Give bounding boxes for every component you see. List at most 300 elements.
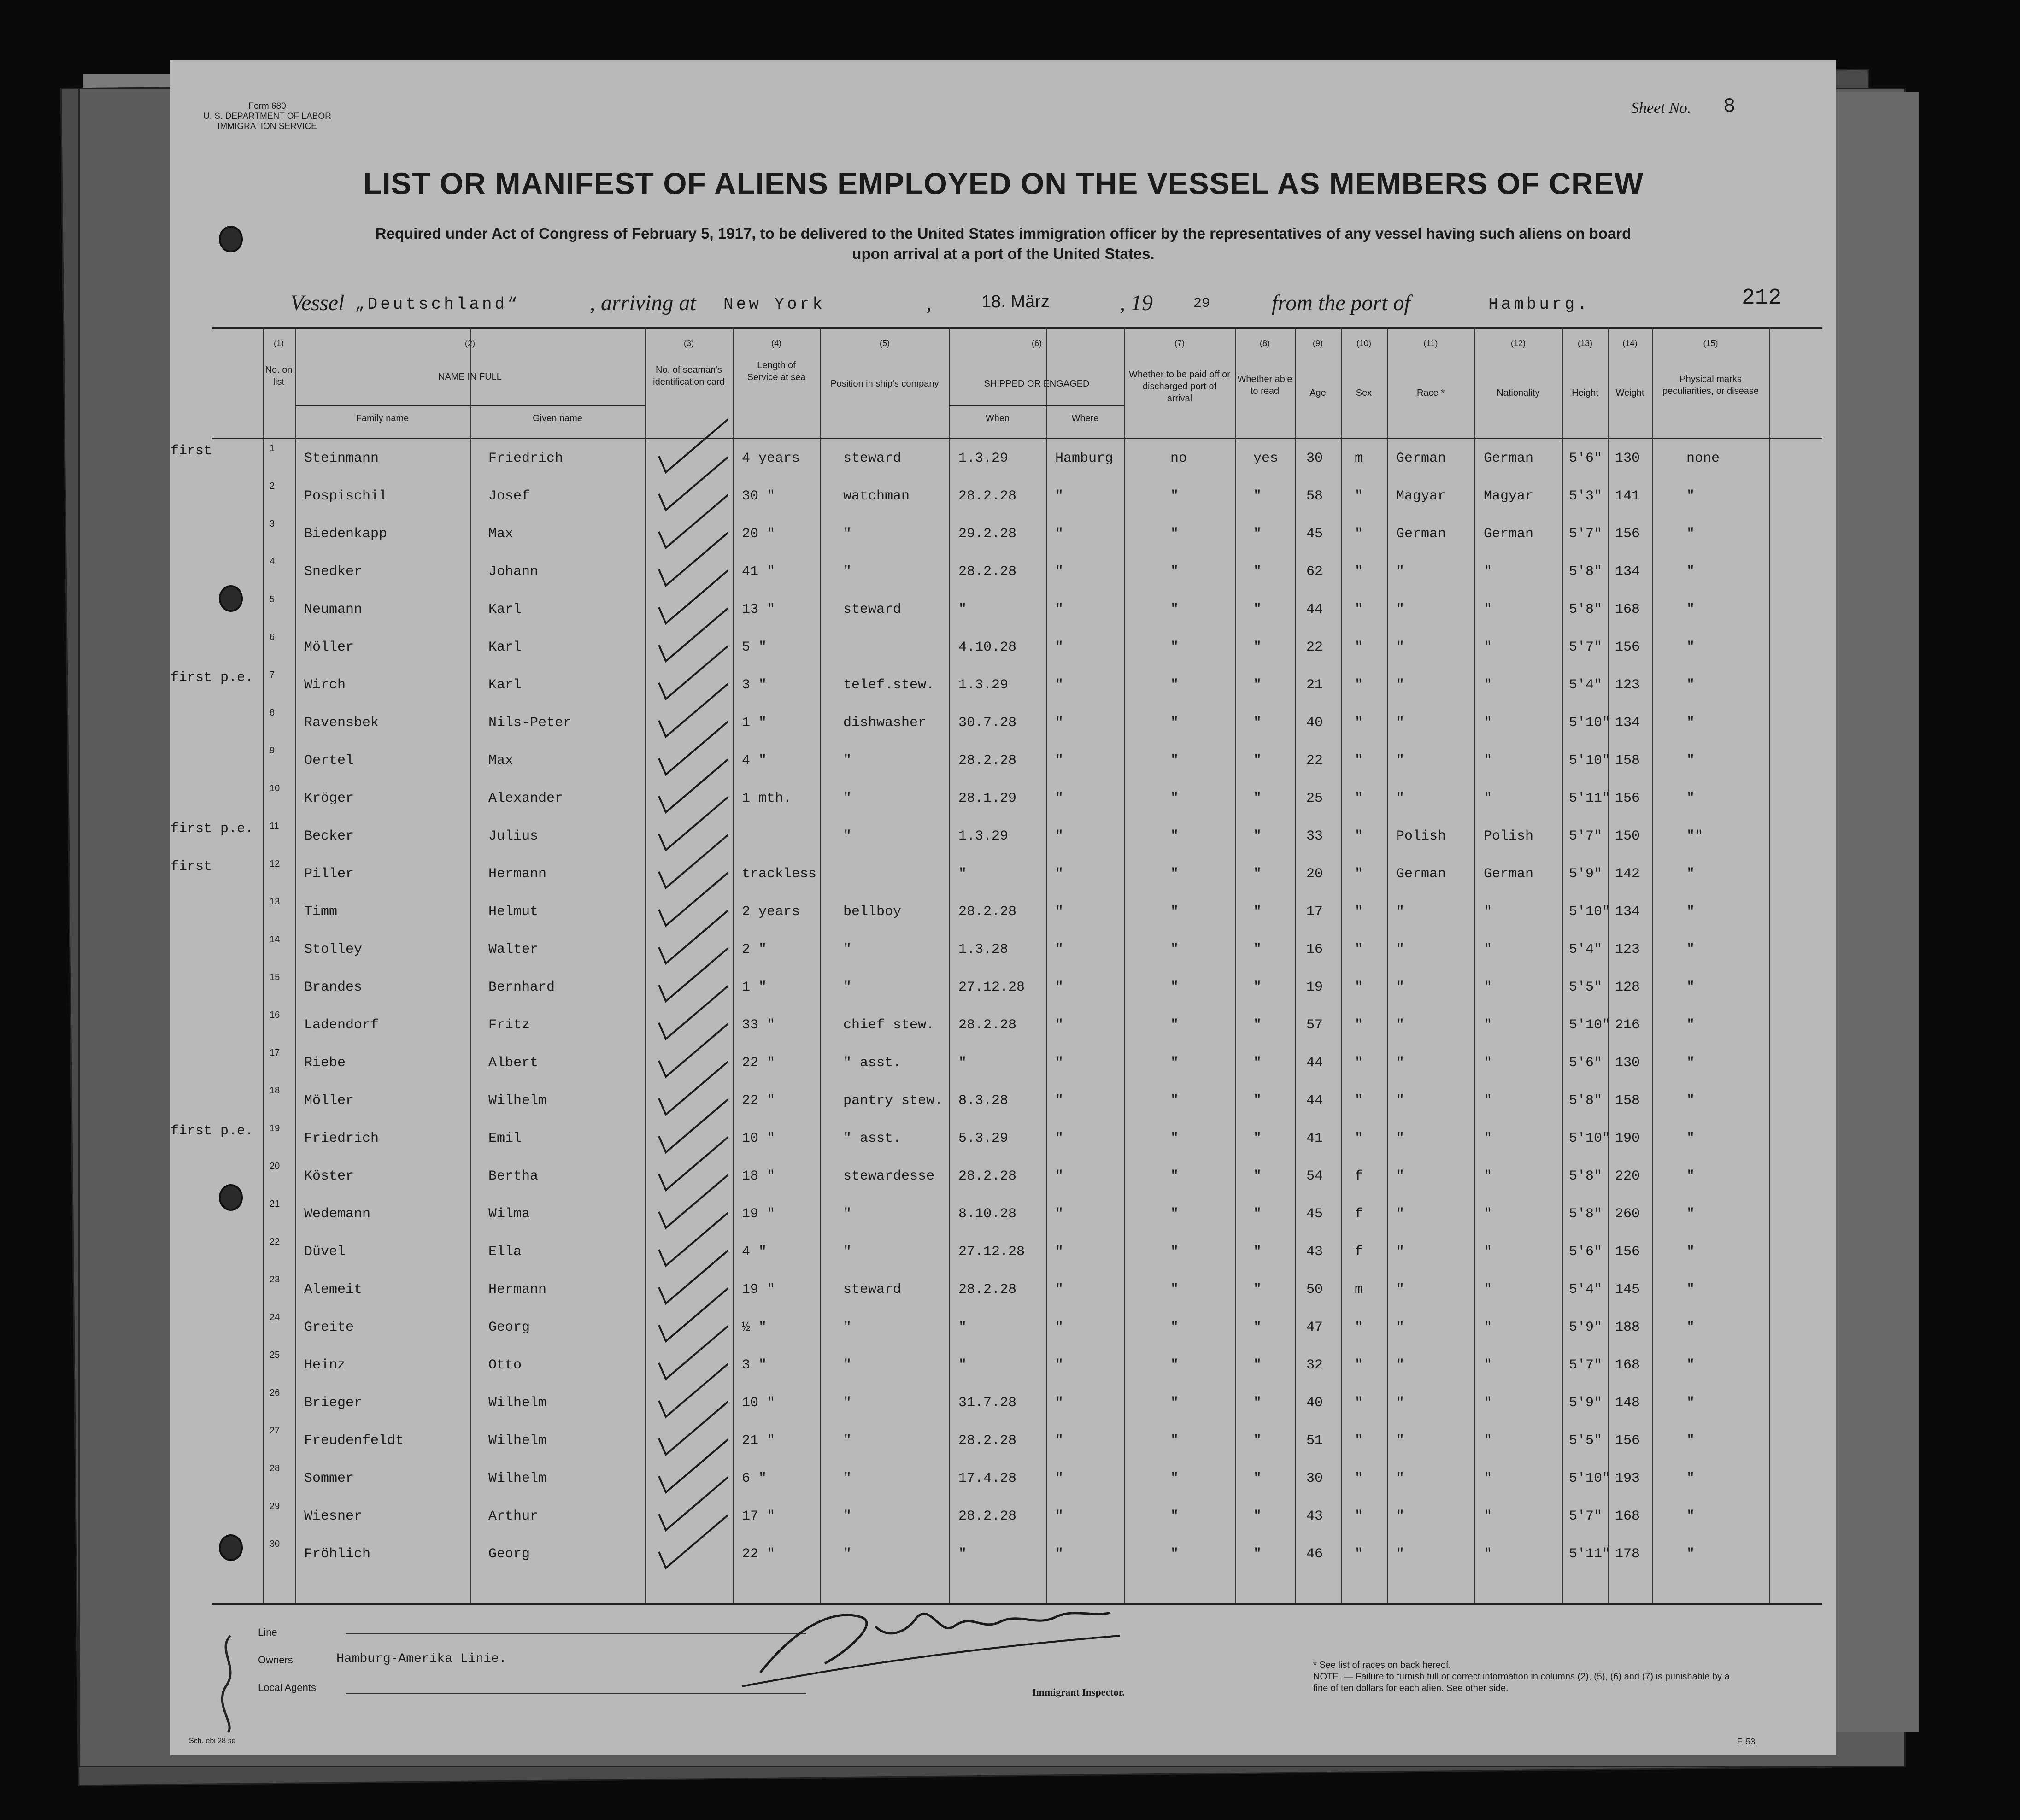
cell-sex: "	[1355, 488, 1363, 504]
cell-height: 5'8"	[1569, 1168, 1603, 1184]
cell-shipped-where: "	[1055, 1244, 1064, 1260]
cell-given-name: Friedrich	[488, 451, 564, 466]
cell-height: 5'4"	[1569, 942, 1603, 957]
col-head-id-card: No. of seaman's identification card	[653, 365, 725, 387]
cell-position: "	[843, 791, 852, 806]
cell-nationality: German	[1484, 526, 1534, 542]
cell-race: "	[1396, 1357, 1405, 1373]
cell-family-name: Ladendorf	[304, 1017, 379, 1033]
cell-family-name: Wiesner	[304, 1509, 363, 1524]
check-mark	[659, 873, 728, 926]
cell-length-of-service: ½ "	[742, 1320, 767, 1335]
cell-able-to-read: "	[1253, 602, 1262, 617]
cell-height: 5'9"	[1569, 1395, 1603, 1411]
col-head-age: Age	[1309, 388, 1326, 398]
cell-able-to-read: "	[1253, 866, 1262, 882]
cell-able-to-read: "	[1253, 677, 1262, 693]
cell-length-of-service: 1 mth.	[742, 791, 792, 806]
cell-shipped-when: 1.3.29	[958, 828, 1009, 844]
col-head-length-of-service: Length of Service at sea	[747, 360, 806, 382]
cell-given-name: Georg	[488, 1546, 530, 1562]
cell-age: 40	[1306, 1395, 1323, 1411]
cell-age: 16	[1306, 942, 1323, 957]
cell-family-name: Stolley	[304, 942, 363, 957]
cell-family-name: Sommer	[304, 1471, 354, 1486]
cell-height: 5'7"	[1569, 526, 1603, 542]
cell-weight: 148	[1615, 1395, 1640, 1411]
cell-nationality: "	[1484, 1395, 1492, 1411]
cell-able-to-read: "	[1253, 1320, 1262, 1335]
vessel-name: „Deutschland“	[355, 295, 520, 314]
cell-length-of-service: 10 "	[742, 1395, 775, 1411]
cell-shipped-where: "	[1055, 1055, 1064, 1071]
cell-height: 5'9"	[1569, 1320, 1603, 1335]
cell-shipped-when: 27.12.28	[958, 980, 1025, 995]
cell-nationality: "	[1484, 942, 1492, 957]
cell-shipped-where: "	[1055, 1433, 1064, 1449]
col-num-2: (2)	[465, 339, 475, 348]
cell-race: "	[1396, 1395, 1405, 1411]
cell-weight: 130	[1615, 451, 1640, 466]
col-head-name-in-full: NAME IN FULL	[438, 372, 502, 382]
cell-length-of-service: 22 "	[742, 1093, 775, 1109]
cell-paid-off: "	[1170, 1093, 1179, 1109]
cell-shipped-where: "	[1055, 1357, 1064, 1373]
column-rule	[949, 327, 950, 1603]
cell-paid-off: "	[1170, 1395, 1179, 1411]
cell-height: 5'8"	[1569, 1206, 1603, 1222]
cell-race: "	[1396, 1093, 1405, 1109]
page-title: LIST OR MANIFEST OF ALIENS EMPLOYED ON THE VESSEL AS MEMBERS OF CREW	[363, 166, 1644, 200]
cell-position: stewardesse	[843, 1168, 935, 1184]
cell-able-to-read: yes	[1253, 451, 1279, 466]
cell-position: steward	[843, 602, 902, 617]
cell-position: "	[843, 564, 852, 580]
cell-given-name: Bertha	[488, 1168, 539, 1184]
cell-able-to-read: "	[1253, 1509, 1262, 1524]
cell-physical-marks: "	[1686, 753, 1695, 769]
cell-length-of-service: 6 "	[742, 1471, 767, 1486]
cell-age: 22	[1306, 640, 1323, 655]
row-number: 13	[270, 897, 280, 907]
cell-able-to-read: "	[1253, 942, 1262, 957]
cell-weight: 188	[1615, 1320, 1640, 1335]
cell-sex: "	[1355, 1471, 1363, 1486]
races-note: * See list of races on back hereof.	[1313, 1660, 1451, 1670]
check-mark	[659, 533, 728, 586]
cell-paid-off: "	[1170, 1320, 1179, 1335]
cell-race: "	[1396, 640, 1405, 655]
cell-length-of-service: 19 "	[742, 1206, 775, 1222]
owners-value: Hamburg-Amerika Linie.	[336, 1652, 507, 1666]
col-head-when: When	[985, 413, 1010, 423]
cell-nationality: "	[1484, 1471, 1492, 1486]
row-number: 20	[270, 1161, 280, 1171]
cell-weight: 156	[1615, 1244, 1640, 1260]
cell-race: "	[1396, 980, 1405, 995]
cell-race: "	[1396, 677, 1405, 693]
immigrant-inspector-label: Immigrant Inspector.	[1032, 1686, 1125, 1698]
cell-sex: "	[1355, 1395, 1363, 1411]
cell-shipped-where: "	[1055, 1282, 1064, 1297]
cell-physical-marks: "	[1686, 980, 1695, 995]
cell-age: 51	[1306, 1433, 1323, 1449]
cell-shipped-when: "	[958, 866, 967, 882]
check-mark	[659, 1477, 728, 1530]
cell-length-of-service: 13 "	[742, 602, 775, 617]
cell-age: 33	[1306, 828, 1323, 844]
cell-nationality: "	[1484, 1509, 1492, 1524]
cell-physical-marks: "	[1686, 677, 1695, 693]
cell-given-name: Helmut	[488, 904, 539, 920]
cell-shipped-when: 8.3.28	[958, 1093, 1009, 1109]
check-mark	[659, 986, 728, 1039]
row-number: 23	[270, 1274, 280, 1285]
underlying-pages-right	[1825, 92, 1919, 1732]
cell-given-name: Otto	[488, 1357, 522, 1373]
col-num-7: (7)	[1174, 339, 1185, 348]
cell-shipped-when: 1.3.29	[958, 451, 1009, 466]
footnote-block	[1313, 1660, 1737, 1694]
column-rule	[1769, 327, 1770, 1603]
cell-family-name: Pospischil	[304, 488, 388, 504]
cell-shipped-when: "	[958, 602, 967, 617]
service-name: IMMIGRATION SERVICE	[217, 122, 317, 131]
cell-able-to-read: "	[1253, 791, 1262, 806]
cell-shipped-when: 28.2.28	[958, 564, 1017, 580]
cell-given-name: Max	[488, 753, 514, 769]
cell-length-of-service: 21 "	[742, 1433, 775, 1449]
check-mark	[659, 1137, 728, 1190]
cell-sex: "	[1355, 1055, 1363, 1071]
cell-nationality: "	[1484, 1093, 1492, 1109]
cell-race: Magyar	[1396, 488, 1446, 504]
cell-nationality: "	[1484, 715, 1492, 731]
margin-note: first p.e.	[170, 821, 254, 837]
cell-able-to-read: "	[1253, 488, 1262, 504]
cell-nationality: "	[1484, 980, 1492, 995]
column-rule	[295, 327, 296, 1603]
cell-position: "	[843, 1433, 852, 1449]
inspector-signature	[723, 1599, 1138, 1691]
cell-able-to-read: "	[1253, 1206, 1262, 1222]
margin-note: first	[170, 443, 212, 459]
cell-sex: "	[1355, 791, 1363, 806]
row-number: 3	[270, 519, 275, 529]
cell-length-of-service: 1 "	[742, 715, 767, 731]
cell-shipped-where: "	[1055, 1131, 1064, 1146]
cell-weight: 168	[1615, 1357, 1640, 1373]
cell-physical-marks: "	[1686, 1055, 1695, 1071]
cell-height: 5'7"	[1569, 1509, 1603, 1524]
cell-shipped-where: "	[1055, 1395, 1064, 1411]
cell-length-of-service: 41 "	[742, 564, 775, 580]
col-head-nationality: Nationality	[1497, 388, 1540, 398]
row-number: 17	[270, 1048, 280, 1058]
cell-age: 57	[1306, 1017, 1323, 1033]
column-rule	[1562, 327, 1563, 1603]
cell-able-to-read: "	[1253, 640, 1262, 655]
cell-given-name: Bernhard	[488, 980, 555, 995]
cell-nationality: "	[1484, 1546, 1492, 1562]
col-head-sex: Sex	[1356, 388, 1372, 398]
cell-height: 5'7"	[1569, 640, 1603, 655]
cell-family-name: Piller	[304, 866, 354, 882]
cell-able-to-read: "	[1253, 1357, 1262, 1373]
cell-physical-marks: "	[1686, 602, 1695, 617]
cell-able-to-read: "	[1253, 1093, 1262, 1109]
cell-shipped-when: 4.10.28	[958, 640, 1017, 655]
col-head-position: Position in ship's company	[830, 379, 939, 389]
form-number: Form 680	[248, 101, 286, 111]
cell-sex: "	[1355, 866, 1363, 882]
cell-given-name: Nils-Peter	[488, 715, 572, 731]
cell-nationality: "	[1484, 753, 1492, 769]
cell-physical-marks: "	[1686, 1206, 1695, 1222]
cell-shipped-where: "	[1055, 942, 1064, 957]
row-number: 21	[270, 1199, 280, 1209]
cell-family-name: Freudenfeldt	[304, 1433, 404, 1449]
cell-physical-marks: "	[1686, 1168, 1695, 1184]
column-rule	[1608, 327, 1609, 1603]
cell-sex: m	[1355, 1282, 1363, 1297]
cell-age: 45	[1306, 1206, 1323, 1222]
cell-shipped-where: "	[1055, 1509, 1064, 1524]
manifest-sheet	[170, 60, 1836, 1755]
cell-given-name: Emil	[488, 1131, 522, 1146]
cell-paid-off: "	[1170, 791, 1179, 806]
cell-shipped-when: 29.2.28	[958, 526, 1017, 542]
row-number: 6	[270, 632, 275, 642]
cell-sex: f	[1355, 1244, 1363, 1260]
cell-nationality: "	[1484, 904, 1492, 920]
cell-weight: 193	[1615, 1471, 1640, 1486]
column-rule	[263, 327, 264, 1603]
cell-shipped-when: 28.2.28	[958, 1017, 1017, 1033]
cell-shipped-when: 17.4.28	[958, 1471, 1017, 1486]
check-mark	[659, 495, 728, 548]
cell-position: "	[843, 753, 852, 769]
cell-age: 43	[1306, 1509, 1323, 1524]
cell-family-name: Möller	[304, 640, 354, 655]
cell-position: "	[843, 980, 852, 995]
cell-physical-marks: "	[1686, 488, 1695, 504]
col-num-13: (13)	[1577, 339, 1592, 348]
cell-paid-off: "	[1170, 904, 1179, 920]
cell-length-of-service: 2 years	[742, 904, 800, 920]
line-label: Line	[258, 1626, 277, 1638]
cell-age: 17	[1306, 904, 1323, 920]
cell-physical-marks: "	[1686, 1017, 1695, 1033]
cell-nationality: "	[1484, 1357, 1492, 1373]
cell-sex: "	[1355, 564, 1363, 580]
cell-age: 30	[1306, 1471, 1323, 1486]
cell-sex: "	[1355, 526, 1363, 542]
cell-shipped-where: Hamburg	[1055, 451, 1114, 466]
col-head-no-on-list: No. on list	[265, 365, 293, 387]
cell-sex: "	[1355, 715, 1363, 731]
cell-nationality: "	[1484, 1206, 1492, 1222]
cell-weight: 156	[1615, 640, 1640, 655]
col-num-11: (11)	[1423, 339, 1438, 348]
check-mark	[659, 419, 728, 472]
cell-given-name: Arthur	[488, 1509, 539, 1524]
cell-age: 44	[1306, 1055, 1323, 1071]
cell-weight: 145	[1615, 1282, 1640, 1297]
shipped-subheader-rule	[949, 405, 1124, 406]
row-number: 14	[270, 934, 280, 945]
check-marks	[212, 327, 1822, 1603]
cell-position: "	[843, 942, 852, 957]
cell-shipped-when: "	[958, 1320, 967, 1335]
cell-paid-off: "	[1170, 1206, 1179, 1222]
check-mark	[659, 608, 728, 661]
check-mark	[659, 1024, 728, 1077]
cell-family-name: Friedrich	[304, 1131, 379, 1146]
cell-age: 50	[1306, 1282, 1323, 1297]
cell-race: "	[1396, 1282, 1405, 1297]
cell-sex: "	[1355, 1017, 1363, 1033]
cell-shipped-where: "	[1055, 1546, 1064, 1562]
cell-able-to-read: "	[1253, 1433, 1262, 1449]
col-head-physical-marks: Physical marks peculiarities, or disease	[1662, 374, 1759, 396]
cell-race: "	[1396, 904, 1405, 920]
cell-race: German	[1396, 526, 1446, 542]
col-head-paid-off: Whether to be paid off or discharged port of arrival	[1129, 370, 1230, 404]
cell-given-name: Hermann	[488, 866, 547, 882]
cell-length-of-service: 2 "	[742, 942, 767, 957]
cell-height: 5'9"	[1569, 866, 1603, 882]
check-mark	[659, 570, 728, 623]
cell-shipped-when: 28.2.28	[958, 1509, 1017, 1524]
cell-position: "	[843, 1546, 852, 1562]
cell-able-to-read: "	[1253, 564, 1262, 580]
cell-given-name: Wilhelm	[488, 1433, 547, 1449]
cell-physical-marks: "	[1686, 526, 1695, 542]
cell-family-name: Brandes	[304, 980, 363, 995]
cell-position: chief stew.	[843, 1017, 935, 1033]
signature-loop	[212, 1631, 244, 1737]
cell-family-name: Alemeit	[304, 1282, 363, 1297]
form-header-block	[203, 101, 332, 132]
cell-given-name: Johann	[488, 564, 539, 580]
owners-label: Owners	[258, 1654, 293, 1666]
cell-paid-off: "	[1170, 980, 1179, 995]
cell-position: watchman	[843, 488, 910, 504]
cell-sex: "	[1355, 1546, 1363, 1562]
cell-sex: "	[1355, 1093, 1363, 1109]
cell-nationality: "	[1484, 1055, 1492, 1071]
cell-given-name: Wilhelm	[488, 1093, 547, 1109]
cell-shipped-where: "	[1055, 904, 1064, 920]
row-number: 22	[270, 1237, 280, 1247]
row-number: 7	[270, 670, 275, 680]
cell-height: 5'8"	[1569, 602, 1603, 617]
cell-position: pantry stew.	[843, 1093, 943, 1109]
cell-weight: 134	[1615, 715, 1640, 731]
cell-length-of-service: 10 "	[742, 1131, 775, 1146]
cell-family-name: Oertel	[304, 753, 354, 769]
cell-height: 5'6"	[1569, 1244, 1603, 1260]
vessel-label: Vessel	[290, 291, 345, 315]
check-mark	[659, 1251, 728, 1303]
subtitle-line-1: Required under Act of Congress of February 5, 1917, to be delivered to the United States immigration officer by the representatives of any vessel having such aliens on board	[375, 225, 1632, 242]
arriving-label: , arriving at	[590, 291, 696, 315]
cell-height: 5'8"	[1569, 564, 1603, 580]
row-number: 4	[270, 557, 275, 567]
arrival-port: New York	[723, 295, 825, 314]
cell-age: 20	[1306, 866, 1323, 882]
cell-paid-off: "	[1170, 866, 1179, 882]
check-mark	[659, 1402, 728, 1455]
cell-given-name: Fritz	[488, 1017, 530, 1033]
col-head-height: Height	[1572, 388, 1598, 398]
cell-race: Polish	[1396, 828, 1446, 844]
margin-note: first p.e.	[170, 1123, 254, 1139]
cell-race: "	[1396, 1131, 1405, 1146]
column-rule	[1124, 327, 1125, 1603]
cell-physical-marks: "	[1686, 1093, 1695, 1109]
year-label: , 19	[1120, 291, 1153, 315]
cell-physical-marks: "	[1686, 1357, 1695, 1373]
cell-family-name: Wirch	[304, 677, 346, 693]
cell-able-to-read: "	[1253, 1131, 1262, 1146]
column-rule	[1474, 327, 1475, 1603]
cell-family-name: Ravensbek	[304, 715, 379, 731]
cell-sex: "	[1355, 1357, 1363, 1373]
local-agents-label: Local Agents	[258, 1682, 316, 1693]
cell-shipped-where: "	[1055, 1206, 1064, 1222]
cell-family-name: Kröger	[304, 791, 354, 806]
comma-separator: ,	[926, 291, 932, 315]
sheet-number-value: 8	[1723, 95, 1736, 118]
row-number: 8	[270, 708, 275, 718]
cell-paid-off: "	[1170, 526, 1179, 542]
col-num-14: (14)	[1622, 339, 1638, 348]
column-rule	[1341, 327, 1342, 1603]
cell-position: "	[843, 1395, 852, 1411]
cell-sex: "	[1355, 1131, 1363, 1146]
cell-length-of-service: trackless	[742, 866, 817, 882]
cell-weight: 178	[1615, 1546, 1640, 1562]
cell-paid-off: "	[1170, 1017, 1179, 1033]
row-number: 19	[270, 1123, 280, 1133]
cell-shipped-where: "	[1055, 828, 1064, 844]
cell-sex: "	[1355, 753, 1363, 769]
cell-physical-marks: ""	[1686, 828, 1703, 844]
port-label: from the port of	[1272, 291, 1410, 315]
check-mark	[659, 684, 728, 737]
cell-position: "	[843, 1509, 852, 1524]
row-number: 29	[270, 1501, 280, 1511]
cell-family-name: Snedker	[304, 564, 363, 580]
cell-length-of-service: 3 "	[742, 677, 767, 693]
col-head-where: Where	[1071, 413, 1099, 423]
cell-able-to-read: "	[1253, 1055, 1262, 1071]
col-head-family-name: Family name	[356, 413, 409, 423]
cell-position: "	[843, 1471, 852, 1486]
cell-height: 5'10"	[1569, 1017, 1611, 1033]
cell-shipped-when: 28.2.28	[958, 1433, 1017, 1449]
cell-position: steward	[843, 451, 902, 466]
row-number: 16	[270, 1010, 280, 1020]
cell-family-name: Neumann	[304, 602, 363, 617]
cell-sex: "	[1355, 1320, 1363, 1335]
cell-nationality: "	[1484, 640, 1492, 655]
cell-age: 21	[1306, 677, 1323, 693]
check-mark	[659, 910, 728, 963]
row-number: 9	[270, 746, 275, 756]
